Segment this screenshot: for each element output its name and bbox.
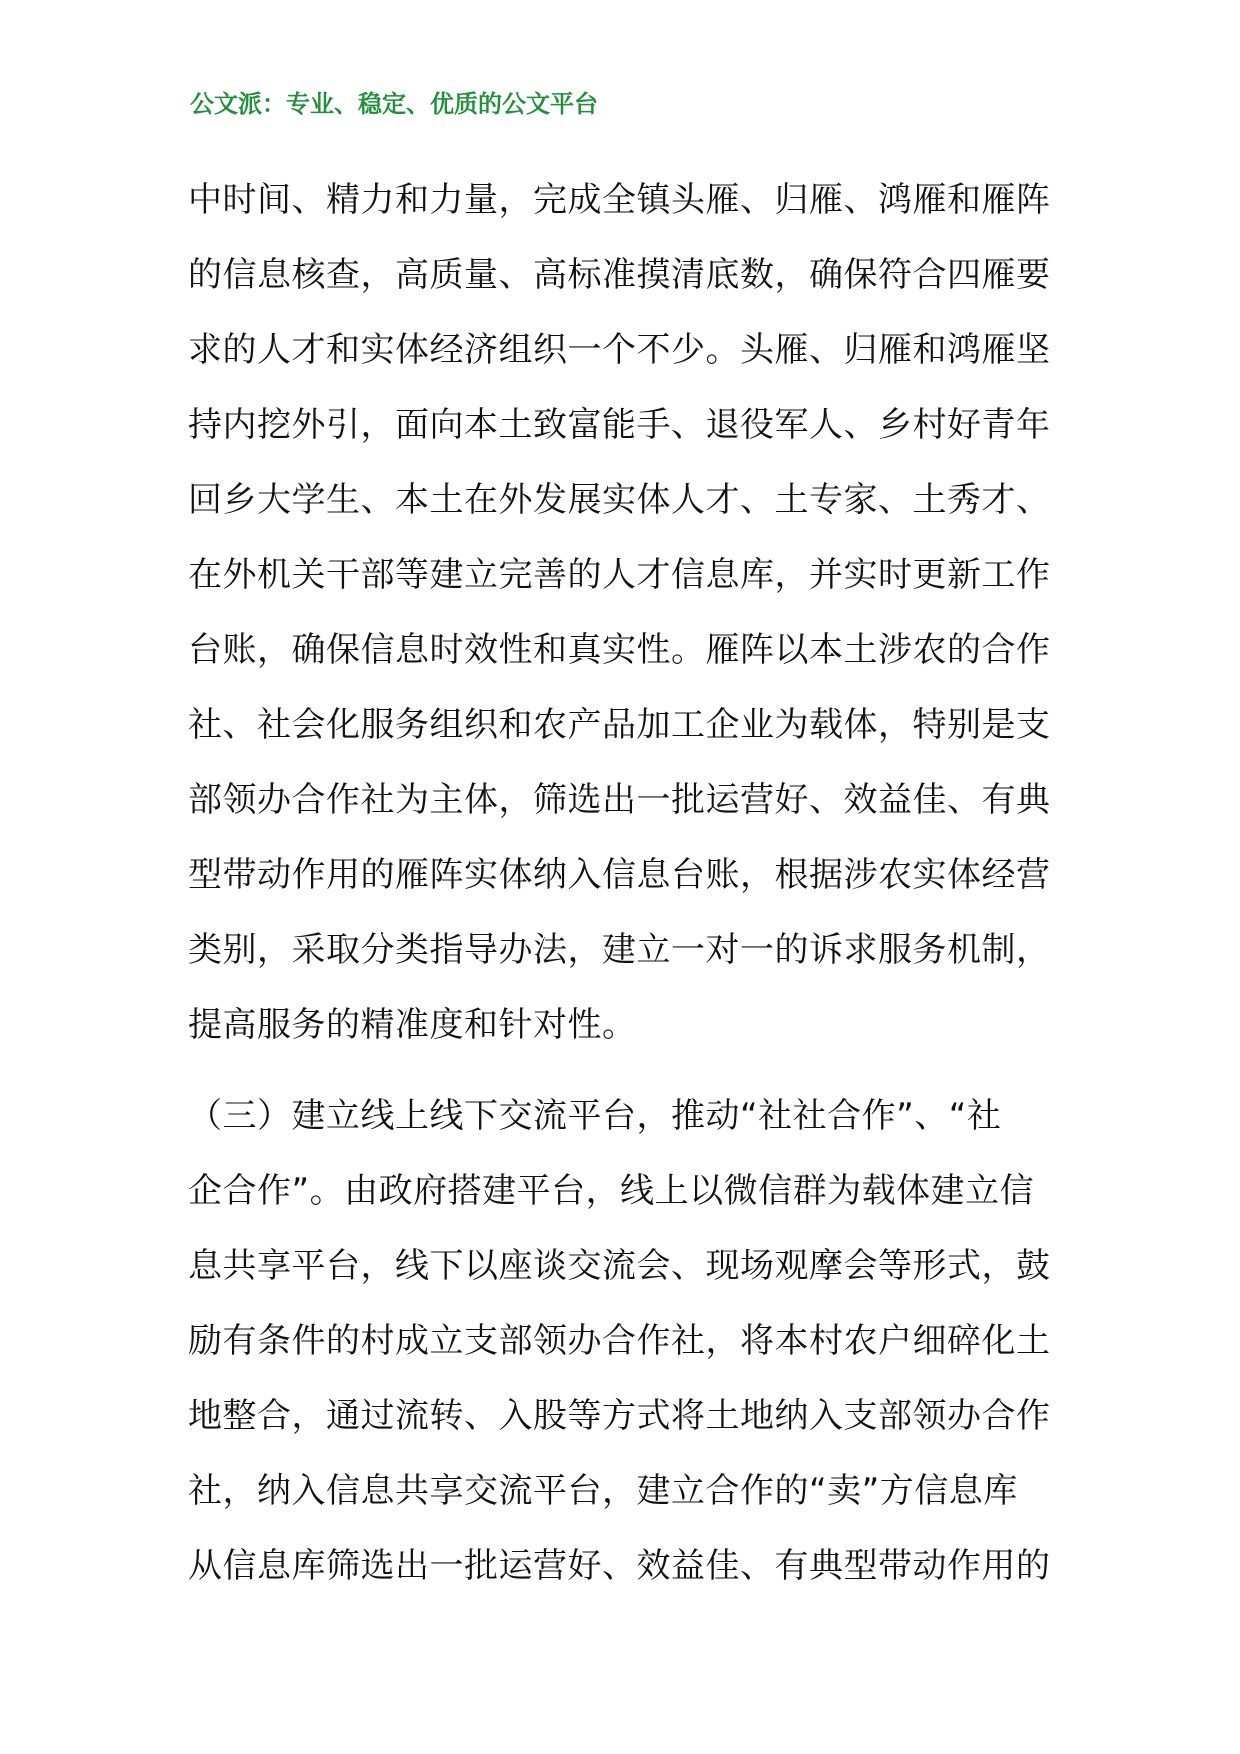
text-line: 提高服务的精准度和针对性。	[188, 1005, 637, 1045]
text-line: 持内挖外引，面向本土致富能手、退役军人、乡村好青年	[188, 405, 1051, 445]
document-body	[188, 163, 1068, 1604]
text-line: 中时间、精力和力量，完成全镇头雁、归雁、鸿雁和雁阵	[188, 180, 1051, 220]
text-line: 从信息库筛选出一批运营好、效益佳、有典型带动作用的	[188, 1546, 1051, 1586]
header-title: 公文派：专业、稳定、优质的公文平台	[190, 89, 598, 118]
paragraph-1	[188, 163, 1068, 1063]
text-line: 地整合，通过流转、入股等方式将土地纳入支部领办合作	[188, 1396, 1051, 1436]
text-line: 类别，采取分类指导办法，建立一对一的诉求服务机制，	[188, 930, 1051, 970]
text-line: 型带动作用的雁阵实体纳入信息台账，根据涉农实体经营	[188, 855, 1051, 895]
text-line: （三）建立线上线下交流平台，推动“社社合作”、“社	[188, 1096, 1002, 1136]
text-line: 求的人才和实体经济组织一个不少。头雁、归雁和鸿雁坚	[188, 330, 1051, 370]
text-line: 励有条件的村成立支部领办合作社，将本村农户细碎化土	[188, 1321, 1051, 1361]
text-line: 社，纳入信息共享交流平台，建立合作的“卖”方信息库	[188, 1471, 1018, 1511]
text-line: 企合作”。由政府搭建平台，线上以微信群为载体建立信	[188, 1171, 1035, 1211]
text-line: 台账，确保信息时效性和真实性。雁阵以本土涉农的合作	[188, 630, 1051, 670]
paragraph-2	[188, 1079, 1068, 1604]
text-line: 社、社会化服务组织和农产品加工企业为载体，特别是支	[188, 705, 1051, 745]
text-line: 在外机关干部等建立完善的人才信息库，并实时更新工作	[188, 555, 1051, 595]
text-line: 回乡大学生、本土在外发展实体人才、土专家、土秀才、	[188, 480, 1051, 520]
text-line: 息共享平台，线下以座谈交流会、现场观摩会等形式，鼓	[188, 1246, 1051, 1286]
paragraph-spacer	[188, 1063, 1068, 1079]
text-line: 的信息核查，高质量、高标准摸清底数，确保符合四雁要	[188, 255, 1051, 295]
text-line: 部领办合作社为主体，筛选出一批运营好、效益佳、有典	[188, 780, 1051, 820]
